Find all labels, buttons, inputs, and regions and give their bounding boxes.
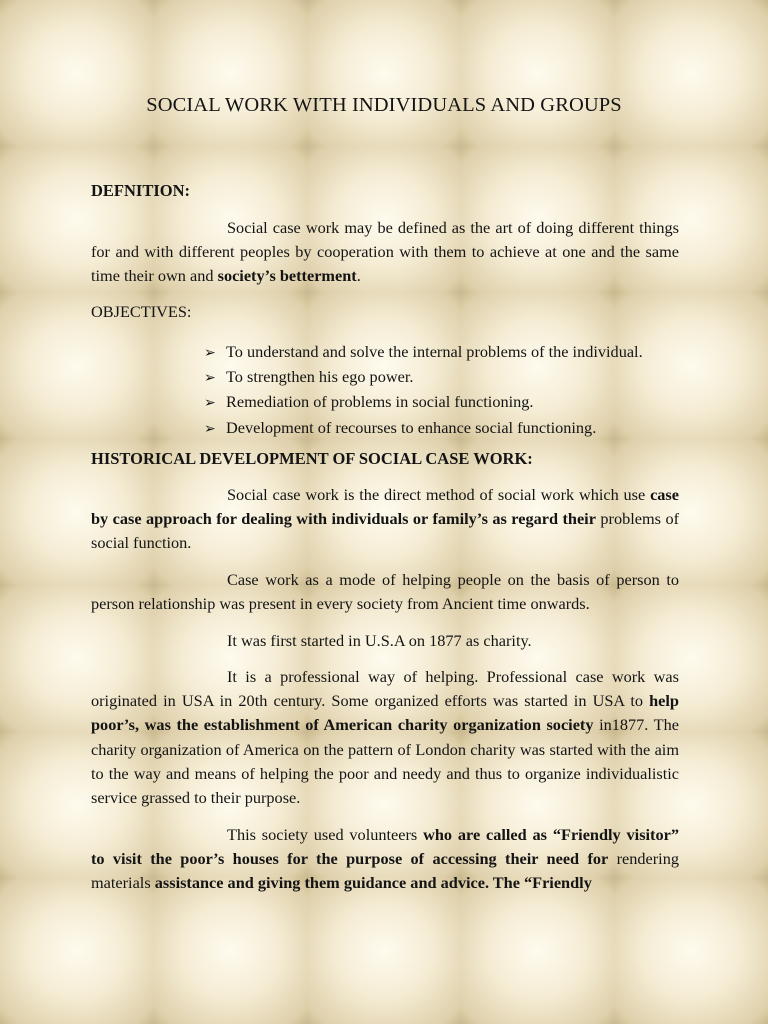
history-paragraph-4: It is a professional way of helping. Professional case work was originated in USA in 20th century. Some organized efforts was started in USA to help poor’s, was the establishment of American charity organization society in1877. The charity organization of America on the pattern of London charity was started with the aim to the way and means of helping the poor and needy and thus to organize individualistic service grassed to their purpose.: [91, 667, 679, 808]
history-paragraph-3: It was first started in U.S.A on 1877 as charity.: [227, 631, 532, 650]
arrow-bullet-icon: ➢: [204, 345, 216, 361]
objectives-list: [204, 340, 643, 441]
definition-emphasis: society’s betterment: [217, 266, 357, 286]
arrow-bullet-icon: ➢: [204, 370, 216, 387]
history-emphasis-5b: assistance and giving them guidance and advice. The “Friendly: [154, 873, 592, 893]
objectives-label: OBJECTIVES:: [91, 302, 192, 321]
list-item: ➢ To understand and solve the internal problems of the individual.: [204, 340, 643, 365]
history-paragraph-2: Case work as a mode of helping people on the basis of person to person relationship was present in every society from Ancient time onwards.: [91, 570, 679, 614]
definition-heading: DEFNITION:: [91, 181, 191, 200]
arrow-bullet-icon: ➢: [204, 395, 216, 412]
definition-text: Social case work may be defined as the art of doing different things for and with different peoples by cooperation with them to achieve at one and the same time their own and: [91, 218, 679, 286]
list-item: ➢ To strengthen his ego power.: [204, 365, 643, 390]
page-title: SOCIAL WORK WITH INDIVIDUALS AND GROUPS: [146, 94, 622, 116]
history-emphasis-5a: who are called as “Friendly visitor” to visit the poor’s houses for the purpose of accessing their need for: [91, 825, 679, 869]
history-emphasis-4: help poor’s, was the establishment of American charity organization society: [91, 691, 679, 735]
history-heading: HISTORICAL DEVELOPMENT OF SOCIAL CASE WORK:: [91, 449, 533, 468]
definition-paragraph: [91, 216, 679, 289]
list-item: ➢ Development of recourses to enhance social functioning.: [204, 416, 643, 441]
history-paragraph-1: Social case work is the direct method of social work which use case by case approach for dealing with individuals or family’s as regard their problems of social function.: [91, 485, 680, 553]
arrow-bullet-icon: ➢: [204, 420, 216, 437]
definition-end: .: [356, 266, 361, 286]
history-emphasis-1: case by case approach for dealing with individuals or family’s as regard their: [91, 485, 679, 529]
history-paragraph-5: This society used volunteers who are called as “Friendly visitor” to visit the poor’s houses for the purpose of accessing their need for rendering materials assistance and giving them guidance and advice. The “Friendly: [91, 825, 679, 893]
list-item: ➢ Remediation of problems in social functioning.: [204, 390, 643, 415]
